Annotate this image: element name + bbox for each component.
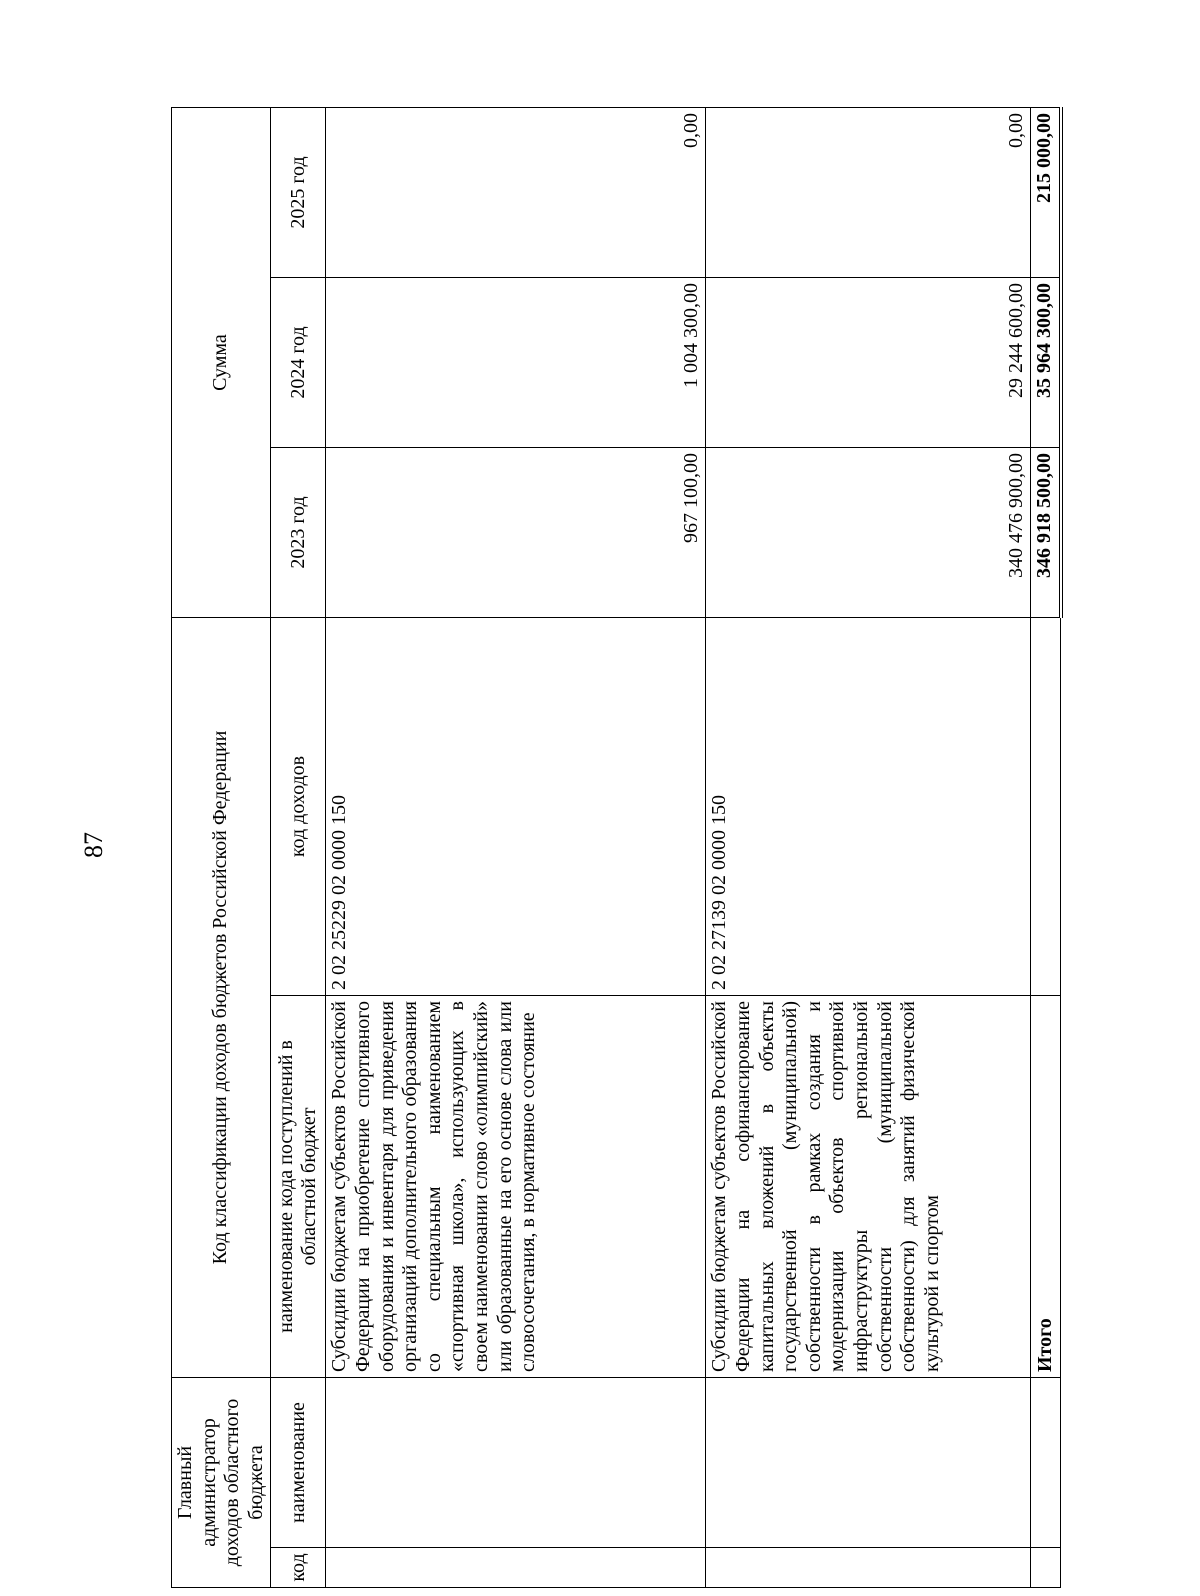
cell-income-name: Субсидии бюджетам субъектов Российской Федерации на софинансирование капитальных вложений в объекты государственной (муниципальной) собственности в рамках создания и модернизации объектов спортивной инфраструктуры региональной собственности (муниципальной собственности) для занятий физической культурой и спортом	[706, 996, 1031, 1378]
cell-admin-name	[706, 1378, 1031, 1548]
rotated-table-wrapper	[171, 108, 1057, 1588]
cell-income-code	[1031, 618, 1061, 996]
table-row	[326, 108, 706, 1588]
table-row	[706, 108, 1031, 1588]
header-col-2024: 2024 год	[271, 278, 326, 448]
cell-admin-name	[1031, 1378, 1061, 1548]
page-number: 87	[79, 832, 108, 858]
cell-2025: 0,00	[326, 108, 706, 278]
total-label: Итого	[1031, 996, 1061, 1378]
total-2023: 346 918 500,00	[1031, 448, 1061, 618]
header-col-income-code: код доходов	[271, 618, 326, 996]
header-col-income-name: наименование кода поступлений в областной бюджет	[271, 996, 326, 1378]
cell-2024: 29 244 600,00	[706, 278, 1031, 448]
cell-2023: 967 100,00	[326, 448, 706, 618]
header-admin-group: Главный администратор доходов областного бюджета	[172, 1378, 271, 1588]
cell-2023: 340 476 900,00	[706, 448, 1031, 618]
cell-code	[1031, 1548, 1061, 1588]
total-2025: 215 000,00	[1031, 108, 1061, 278]
cell-income-code: 2 02 25229 02 0000 150	[326, 618, 706, 996]
income-table	[171, 107, 1063, 1588]
header-col-2025: 2025 год	[271, 108, 326, 278]
header-col-2023: 2023 год	[271, 448, 326, 618]
total-row	[1031, 108, 1061, 1588]
total-2024: 35 964 300,00	[1031, 278, 1061, 448]
cell-income-name: Субсидии бюджетам субъектов Российской Федерации на приобретение спортивного оборудования и инвентаря для приведения организаций дополнительного образования со специальным наименованием «спортивная школа», использующих в своем наименовании слово «олимпийский» или образованные на его основе слова или словосочетания, в нормативное состояние	[326, 996, 706, 1378]
cell-2024: 1 004 300,00	[326, 278, 706, 448]
header-classification-group: Код классификации доходов бюджетов Российской Федерации	[172, 618, 271, 1378]
cell-2025: 0,00	[706, 108, 1031, 278]
cell-income-code: 2 02 27139 02 0000 150	[706, 618, 1031, 996]
cell-code	[326, 1548, 706, 1588]
cell-code	[706, 1548, 1031, 1588]
header-sum-group: Сумма	[172, 108, 271, 618]
header-col-code: код	[271, 1548, 326, 1588]
cell-admin-name	[326, 1378, 706, 1548]
header-col-admin-name: наименование	[271, 1378, 326, 1548]
